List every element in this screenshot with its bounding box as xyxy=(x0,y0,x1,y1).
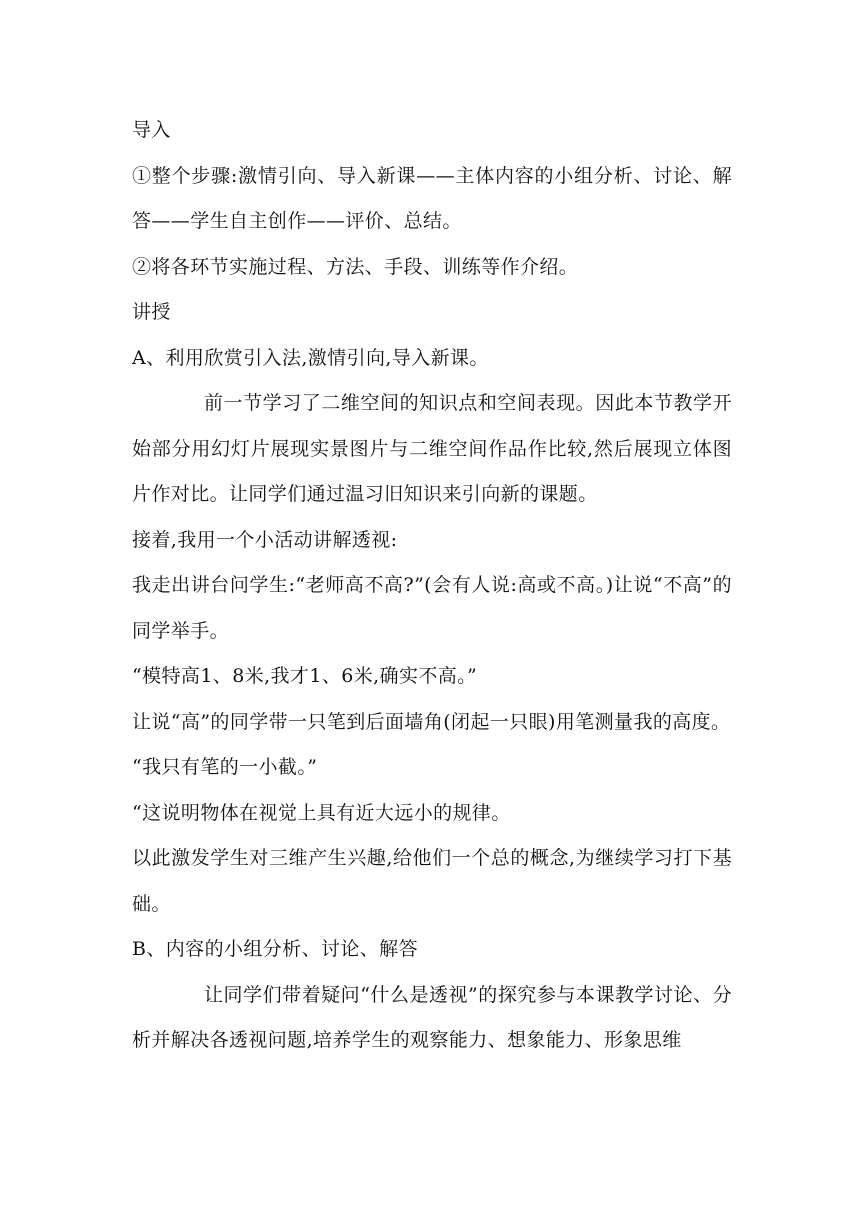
paragraph-steps: ①整个步骤:激情引向、导入新课——主体内容的小组分析、讨论、解答——学生自主创作——评价、总结。 xyxy=(132,164,732,232)
paragraph-inquiry: 让同学们带着疑问“什么是透视”的探究参与本课教学讨论、分析并解决各透视问题,培养学生的观察能力、想象能力、形象思维 xyxy=(132,983,732,1051)
paragraph-question: 我走出讲台问学生:“老师高不高?”(会有人说:高或不高。)让说“不高”的同学举手。 xyxy=(132,574,732,642)
paragraph-model-quote: “模特高1、8米,我才1、6米,确实不高。” xyxy=(132,665,478,687)
paragraph-measure: 让说“高”的同学带一只笔到后面墙角(闭起一只眼)用笔测量我的高度。 xyxy=(132,710,731,733)
paragraph-pen-quote: “我只有笔的一小截。” xyxy=(132,756,318,778)
heading-teaching: 讲授 xyxy=(132,301,171,323)
heading-intro: 导入 xyxy=(132,119,171,141)
paragraph-implementation: ②将各环节实施过程、方法、手段、训练等作介绍。 xyxy=(132,255,579,278)
paragraph-activity: 接着,我用一个小活动讲解透视: xyxy=(132,528,398,551)
paragraph-motivation: 以此激发学生对三维产生兴趣,给他们一个总的概念,为继续学习打下基础。 xyxy=(132,847,732,915)
paragraph-section-a: A、利用欣赏引入法,激情引向,导入新课。 xyxy=(132,346,489,369)
paragraph-section-b: B、内容的小组分析、讨论、解答 xyxy=(132,938,418,960)
paragraph-rule-quote: “这说明物体在视觉上具有近大远小的规律。 xyxy=(132,801,511,824)
document-body xyxy=(132,108,732,1064)
paragraph-review: 前一节学习了二维空间的知识点和空间表现。因此本节教学开始部分用幻灯片展现实景图片与二维空间作品作比较,然后展现立体图片作对比。让同学们通过温习旧知识来引向新的课题。 xyxy=(132,392,732,505)
